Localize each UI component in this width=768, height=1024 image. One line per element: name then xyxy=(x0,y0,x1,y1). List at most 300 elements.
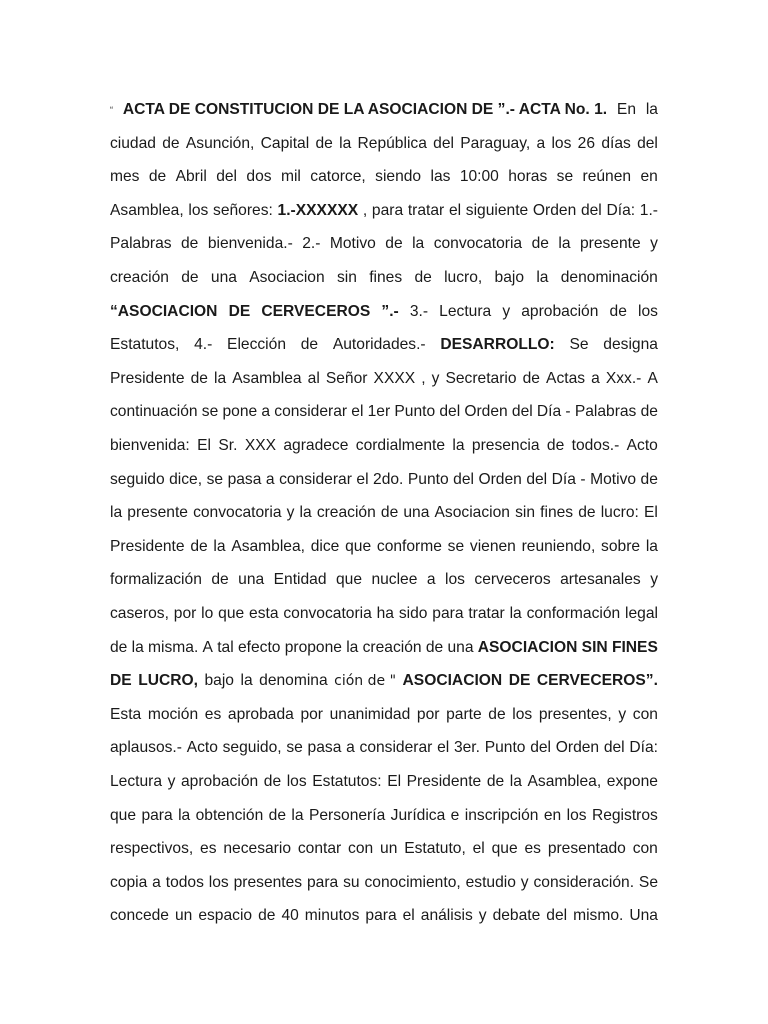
word: a xyxy=(152,873,161,891)
word: la xyxy=(110,504,123,522)
word: con xyxy=(632,840,658,858)
word: tal xyxy=(217,638,234,656)
word: caseros, xyxy=(110,605,169,622)
text-line xyxy=(110,269,658,287)
word: Asamblea xyxy=(232,369,302,387)
word: presente xyxy=(127,504,188,522)
word: parte xyxy=(446,705,482,723)
word: una xyxy=(447,638,474,656)
word: que xyxy=(218,605,245,622)
word: con xyxy=(632,705,658,723)
word: y xyxy=(520,873,529,891)
word: Acto xyxy=(186,739,218,757)
word: DE xyxy=(110,672,132,690)
word: la xyxy=(240,672,253,690)
word: tratar xyxy=(407,201,445,219)
word: del xyxy=(546,907,568,925)
word: Se xyxy=(638,873,658,891)
word: y xyxy=(650,571,658,589)
word: CERVECEROS xyxy=(261,302,371,320)
word: considerar xyxy=(359,739,433,757)
text-line xyxy=(110,235,658,253)
word: Asociacion xyxy=(249,269,325,286)
word: designa xyxy=(603,336,658,354)
word: es xyxy=(524,840,541,858)
word: los xyxy=(188,201,209,219)
word: el xyxy=(472,840,485,858)
word: de xyxy=(162,134,180,152)
word: conforme xyxy=(376,537,442,555)
word: 26 xyxy=(577,134,596,152)
word: mismo. xyxy=(573,907,624,925)
word: para xyxy=(365,907,397,925)
word: la xyxy=(291,806,304,824)
word: artesanales xyxy=(560,571,641,589)
word: bajo xyxy=(204,672,234,690)
word: XXXX xyxy=(373,369,416,387)
word: es xyxy=(200,840,217,858)
word: denomina xyxy=(259,672,328,690)
word: DE xyxy=(228,302,251,320)
word: dos xyxy=(246,168,272,186)
word: para xyxy=(371,201,404,219)
word: El xyxy=(643,504,658,522)
word: copia xyxy=(110,873,148,891)
word: minutos xyxy=(304,907,360,925)
word: y xyxy=(650,235,658,253)
word: mil xyxy=(280,168,301,186)
word: El xyxy=(387,773,402,790)
word: que xyxy=(345,537,372,555)
word: que xyxy=(335,571,362,589)
word: los xyxy=(566,806,587,824)
word: LUCRO, xyxy=(138,672,198,690)
word: de xyxy=(268,806,287,824)
word: conocimiento, xyxy=(364,873,461,891)
word: de xyxy=(315,134,333,152)
word: mes xyxy=(110,168,140,186)
word: en xyxy=(543,806,562,824)
word: Punto xyxy=(394,403,436,421)
word: - xyxy=(565,403,571,421)
word: la xyxy=(346,638,359,656)
word: la xyxy=(299,504,312,522)
word: en xyxy=(640,168,658,186)
word: se xyxy=(556,168,574,186)
word: Orden xyxy=(532,201,577,219)
word: aprobación xyxy=(181,773,259,790)
word: XXX xyxy=(244,437,277,454)
word: 1.-XXXXXX xyxy=(277,201,359,219)
word: ”.- xyxy=(381,302,399,320)
word: e xyxy=(450,806,460,824)
word: una xyxy=(238,571,265,589)
word: consideración. xyxy=(533,873,635,891)
word: bajo xyxy=(494,269,525,286)
word: señores: xyxy=(213,201,273,219)
word: Estatutos, xyxy=(110,336,180,354)
word: la xyxy=(131,638,144,656)
word: de xyxy=(258,907,276,925)
word: Señor xyxy=(325,369,368,387)
word: bienvenida.- xyxy=(207,235,293,253)
word: de xyxy=(531,235,549,253)
word: el xyxy=(351,403,364,421)
text-line xyxy=(110,303,658,321)
word: de xyxy=(546,437,565,454)
word: Presidente xyxy=(110,369,185,387)
word: pasa xyxy=(227,470,262,488)
word: de xyxy=(425,638,444,656)
word: reuniendo, xyxy=(521,537,596,555)
word: de xyxy=(148,168,167,186)
word: de xyxy=(380,504,399,522)
word: Acto xyxy=(626,437,658,454)
word: y xyxy=(286,504,295,522)
word: 1er xyxy=(367,403,391,421)
word: Asunción, xyxy=(185,134,255,152)
word: “ASOCIACION xyxy=(110,302,218,320)
word: del xyxy=(603,739,625,757)
word: de xyxy=(190,537,208,555)
word: 3er. xyxy=(453,739,480,757)
word: Día xyxy=(536,403,562,421)
text-line xyxy=(110,773,658,791)
text-line xyxy=(110,202,658,220)
word: la xyxy=(452,437,465,454)
word: a xyxy=(536,134,546,152)
word: sido xyxy=(398,605,428,622)
word: del xyxy=(216,168,238,186)
word: cerveceros xyxy=(474,571,551,589)
word: de xyxy=(181,269,199,286)
word: Orden xyxy=(478,470,522,488)
word: DESARROLLO: xyxy=(440,336,555,354)
word: de xyxy=(578,504,596,522)
word: considerar xyxy=(274,403,348,421)
word: Xxx.- xyxy=(605,369,642,387)
word: Entidad xyxy=(273,571,327,589)
word: Autoridades.- xyxy=(332,336,426,354)
word: aprobada xyxy=(227,705,294,723)
word: se xyxy=(206,470,224,488)
word: Asociacion xyxy=(434,504,510,522)
word: y xyxy=(618,705,627,723)
text-line xyxy=(110,168,658,186)
text-line xyxy=(110,437,658,455)
word: Motivo xyxy=(329,235,376,253)
word: para xyxy=(307,873,339,891)
word: SIN xyxy=(581,638,608,656)
word: la xyxy=(213,537,226,555)
word: a xyxy=(346,739,355,757)
word: seguido xyxy=(110,470,165,488)
word: presentado xyxy=(547,840,626,858)
word: todos xyxy=(165,873,204,891)
word: lo xyxy=(201,605,214,622)
word: del xyxy=(453,470,474,488)
word: Orden xyxy=(555,739,600,757)
word: estudio xyxy=(465,873,516,891)
word: bienvenida: xyxy=(110,437,190,454)
word: presente xyxy=(579,235,641,253)
word: todos.- xyxy=(571,437,620,454)
word: Palabras xyxy=(110,235,172,253)
word: legal xyxy=(625,605,658,622)
word: Motivo xyxy=(590,470,637,488)
word: presentes, xyxy=(538,705,612,723)
word: Orden xyxy=(464,403,508,421)
word: análisis xyxy=(420,907,473,925)
word: CERVECEROS”. xyxy=(536,672,658,690)
word: presentes xyxy=(233,873,303,891)
text-line xyxy=(110,605,658,623)
word: del xyxy=(439,403,461,421)
word: que xyxy=(110,806,137,824)
word: es xyxy=(204,705,222,723)
word: del xyxy=(511,403,533,421)
word: y xyxy=(478,907,487,925)
word: Se xyxy=(569,336,589,354)
word: Punto xyxy=(407,470,449,488)
word: Palabras xyxy=(574,403,637,421)
word: 4.- xyxy=(194,336,213,354)
word: de xyxy=(263,773,282,790)
word: lucro: xyxy=(600,504,639,522)
text-line xyxy=(110,403,658,421)
word: y xyxy=(431,369,440,387)
word: el xyxy=(402,907,415,925)
word: Asamblea, xyxy=(527,773,602,790)
word: se xyxy=(447,537,465,555)
word: días xyxy=(601,134,631,152)
word: continuación xyxy=(110,403,198,421)
word: misma. xyxy=(148,638,199,656)
word: con xyxy=(348,840,374,858)
word: tratar xyxy=(468,605,505,622)
word: de xyxy=(414,269,432,286)
word: Una xyxy=(629,907,658,925)
word: obtención xyxy=(195,806,264,824)
word: , xyxy=(421,369,426,387)
word: por xyxy=(416,705,440,723)
word: , xyxy=(362,201,368,219)
word: la xyxy=(558,235,571,253)
word: 1.- xyxy=(639,201,658,219)
word: a xyxy=(591,369,600,387)
word: Jurídica xyxy=(390,806,446,824)
word: una xyxy=(403,504,430,522)
word: del xyxy=(637,134,658,152)
word: de xyxy=(110,638,128,656)
word: Esta xyxy=(110,705,142,723)
word: concede xyxy=(110,907,169,925)
text-line xyxy=(110,538,658,556)
word: 3.- xyxy=(409,302,429,320)
word: Asamblea, xyxy=(231,537,305,555)
word: de xyxy=(211,571,229,589)
word: creación xyxy=(110,269,169,286)
word: denominación xyxy=(560,269,658,286)
word: Estatuto, xyxy=(404,840,466,858)
word: ACTA DE CONSTITUCION DE LA ASOCIACION DE ”.- ACTA No. 1. xyxy=(122,101,608,118)
word: nuclee xyxy=(371,571,418,589)
word: ASOCIACION xyxy=(477,638,578,656)
word: efecto xyxy=(237,638,281,656)
text-line xyxy=(110,672,658,690)
word: dice xyxy=(310,537,340,555)
word: los xyxy=(638,302,658,320)
text-line xyxy=(110,840,658,858)
word: se xyxy=(201,403,219,421)
word: 2.- xyxy=(302,235,321,253)
word: a xyxy=(426,571,436,589)
word: Abril xyxy=(175,168,207,186)
word: DE xyxy=(508,672,531,690)
word: del xyxy=(433,134,454,152)
word: de xyxy=(640,403,658,421)
word: por xyxy=(300,705,323,723)
word: pone xyxy=(222,403,258,421)
word: de xyxy=(300,336,319,354)
word: de xyxy=(385,235,403,253)
word: convocatoria xyxy=(433,235,523,253)
word: agradece xyxy=(283,437,349,454)
word: de xyxy=(181,235,199,253)
word: Asamblea, xyxy=(110,201,184,219)
word: que xyxy=(491,840,518,858)
word: los xyxy=(208,873,229,891)
word: de xyxy=(486,773,505,790)
word: al xyxy=(307,369,320,387)
word: presencia xyxy=(471,437,540,454)
word: de xyxy=(609,302,627,320)
word: seguido, xyxy=(222,739,282,757)
word: A xyxy=(647,369,658,387)
word: ASOCIACION xyxy=(402,672,503,690)
word: Actas xyxy=(546,369,586,387)
text-line xyxy=(110,571,658,589)
word: Estatutos: xyxy=(312,773,382,790)
word: Presidente xyxy=(406,773,482,790)
word: esta xyxy=(249,605,279,622)
text-line xyxy=(110,504,658,522)
word: y xyxy=(502,302,511,320)
word: aplausos.- xyxy=(110,739,182,757)
text-line xyxy=(110,101,658,119)
word: se xyxy=(286,739,303,757)
word: Paraguay, xyxy=(460,134,531,152)
word: unanimidad xyxy=(329,705,411,723)
word: Secretario xyxy=(445,369,517,387)
word: - xyxy=(580,470,586,488)
word: la xyxy=(509,773,522,790)
word: Día: xyxy=(606,201,636,219)
word: ciudad xyxy=(110,134,156,152)
word: FINES xyxy=(611,638,658,656)
word: convocatoria xyxy=(193,504,282,522)
word: la xyxy=(339,134,352,152)
word: de xyxy=(488,705,506,723)
word: Capital xyxy=(260,134,310,152)
word: Lectura xyxy=(439,302,492,320)
word: para xyxy=(141,806,173,824)
text-line xyxy=(110,807,658,825)
word: la xyxy=(645,537,658,555)
word: un xyxy=(174,907,193,925)
word: el xyxy=(437,739,450,757)
word: inscripción xyxy=(464,806,539,824)
word: por xyxy=(173,605,197,622)
text-line xyxy=(110,135,658,153)
word: cordialmente xyxy=(355,437,446,454)
word: formalización xyxy=(110,571,202,589)
word: Personería xyxy=(308,806,386,824)
word: los xyxy=(512,705,533,723)
word: moción xyxy=(147,705,199,723)
word: espacio xyxy=(198,907,253,925)
word: debate xyxy=(492,907,541,925)
text-line xyxy=(110,874,658,892)
word: la xyxy=(412,235,425,253)
word: necesario xyxy=(223,840,291,858)
word: creación xyxy=(362,638,422,656)
word: “ xyxy=(110,105,113,115)
word: la xyxy=(645,101,658,118)
word: vienen xyxy=(469,537,516,555)
word: sin xyxy=(336,269,357,286)
word: propone xyxy=(284,638,342,656)
word: un xyxy=(380,840,398,858)
word: ción de " xyxy=(334,673,397,690)
word: lucro, xyxy=(444,269,483,286)
word: reúnen xyxy=(582,168,632,186)
word: horas xyxy=(508,168,548,186)
word: de xyxy=(640,470,658,488)
word: siguiente xyxy=(465,201,529,219)
word: Sr. xyxy=(218,437,238,454)
word: El xyxy=(197,437,212,454)
word: República xyxy=(357,134,427,152)
word: a xyxy=(265,470,275,488)
word: fines xyxy=(540,504,574,522)
word: la xyxy=(214,369,227,387)
word: respectivos, xyxy=(110,840,194,858)
text-line xyxy=(110,370,658,388)
word: 40 xyxy=(281,907,299,925)
word: una xyxy=(210,269,237,286)
word: Elección xyxy=(227,336,286,354)
word: los xyxy=(286,773,307,790)
word: del xyxy=(530,739,552,757)
word: Presidente xyxy=(110,537,185,555)
word: sin xyxy=(515,504,536,522)
word: su xyxy=(343,873,360,891)
word: ha xyxy=(376,605,394,622)
text-line xyxy=(110,706,658,724)
word: Lectura xyxy=(110,773,163,790)
word: fines xyxy=(369,269,403,286)
word: Día: xyxy=(629,739,658,757)
word: dice, xyxy=(169,470,203,488)
word: conformación xyxy=(526,605,621,622)
word: Día xyxy=(551,470,576,488)
text-line xyxy=(110,639,658,657)
word: de xyxy=(190,369,208,387)
word: del xyxy=(526,470,548,488)
word: contar xyxy=(297,840,342,858)
text-line xyxy=(110,336,658,354)
